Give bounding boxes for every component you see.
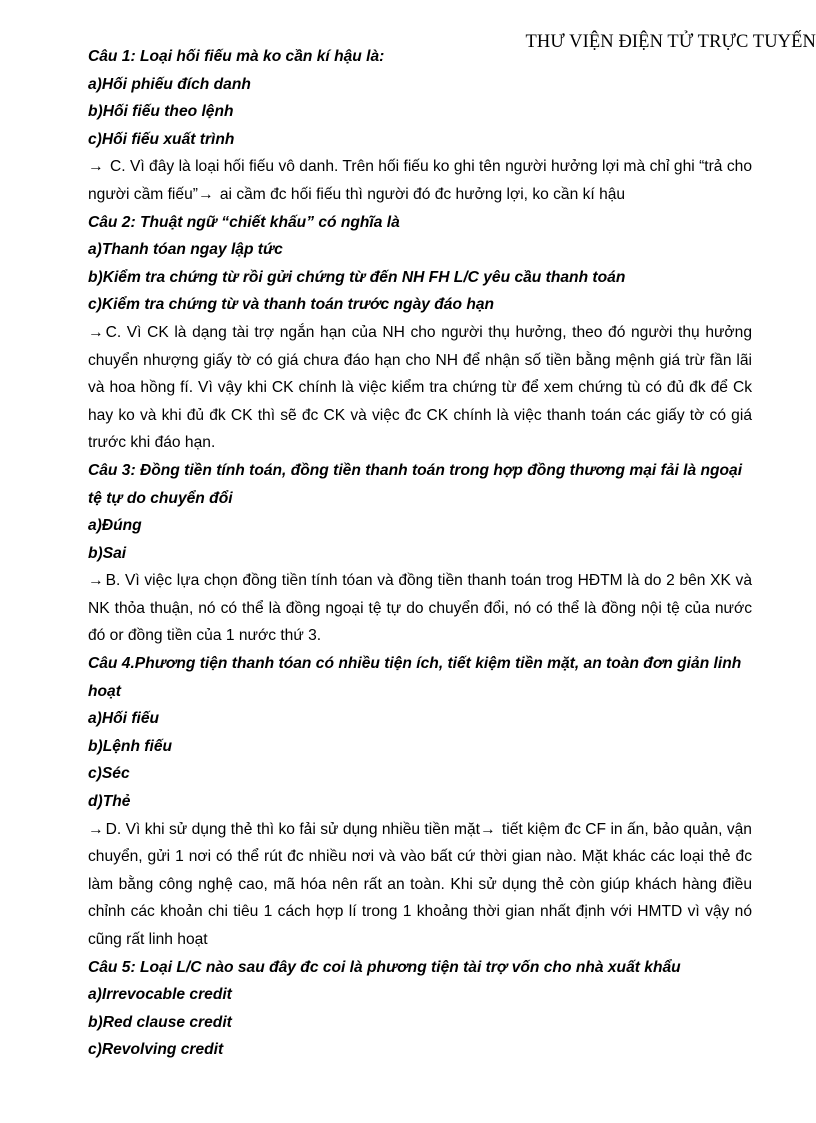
arrow-icon: →	[197, 185, 214, 203]
question-title: Câu 5: Loại L/C nào sau đây đc coi là phương tiện tài trợ vốn cho nhà xuất khẩu	[88, 958, 681, 976]
arrow-icon: →	[479, 820, 496, 838]
answer-option: a)Irrevocable credit	[88, 986, 232, 1004]
document-body	[88, 43, 752, 1064]
question-title: Câu 2: Thuật ngữ “chiết khấu” có nghĩa là	[88, 213, 400, 231]
answer-option: a)Đúng	[88, 517, 142, 535]
answer-option: b)Sai	[88, 544, 127, 562]
answer-option: c)Kiểm tra chứng từ và thanh toán trước ngày đáo hạn	[88, 296, 495, 314]
answer-text: ai cầm đc hối fiếu thì người đó đc hưởng lợi, ko cần kí hậu	[215, 185, 626, 203]
answer-option: a)Hối fiếu	[88, 710, 160, 728]
answer-explanation	[88, 816, 752, 954]
arrow-icon: →	[88, 323, 104, 341]
answer-option: b)Kiểm tra chứng từ rồi gửi chứng từ đến NH FH L/C yêu cầu thanh toán	[88, 268, 626, 286]
answer-explanation	[88, 319, 752, 457]
answer-option: d)Thẻ	[88, 793, 131, 811]
answer-text: B. Vì việc lựa chọn đồng tiền tính tóan và đồng tiền thanh toán trog HĐTM là do 2 bên XK và NK thỏa thuận, nó có thể là đồng ngoại tệ tự do chuyển đổi, nó có thể là đồng nội tệ của nước đó or đồng tiền của 1 nước thứ 3.	[88, 572, 752, 645]
answer-text: C. Vì CK là dạng tài trợ ngắn hạn của NH cho người thụ hưởng, theo đó người thụ hưởng chuyển nhượng giấy tờ có giá chưa đáo hạn cho NH để nhận số tiền bằng mệnh giá trừ fần lãi và hoa hồng fí. Vì vậy khi CK chính là việc kiểm tra chứng từ để xem chứng tù có đủ đk để Ck hay ko và khi đủ đk CK thì sẽ đc CK và việc đc CK chính là việc thanh toán các giấy tờ có giá trước khi đáo hạn.	[88, 323, 752, 452]
arrow-icon: →	[88, 158, 104, 176]
answer-option: a)Thanh tóan ngay lập tức	[88, 241, 283, 259]
question-title: Câu 1: Loại hối fiếu mà ko cần kí hậu là:	[88, 48, 385, 65]
answer-option: b)Lệnh fiếu	[88, 737, 173, 755]
arrow-icon: →	[88, 820, 104, 838]
answer-option: b)Hối fiếu theo lệnh	[88, 103, 234, 121]
arrow-icon: →	[88, 572, 104, 590]
answer-option: a)Hối phiếu đích danh	[88, 75, 251, 93]
answer-option: c)Hối fiếu xuất trình	[88, 130, 235, 148]
answer-explanation	[88, 153, 752, 208]
site-brand-header: THƯ VIỆN ĐIỆN TỬ TRỰC TUYẾN	[525, 32, 816, 52]
answer-option: b)Red clause credit	[88, 1013, 232, 1031]
answer-text: tiết kiệm đc CF in ấn, bảo quản, vận chuyển, gửi 1 nơi có thể rút đc nhiều nơi và vào bất cứ thời gian nào. Mặt khác các loại thẻ đc làm bằng công nghệ cao, mã hóa nên rất an toàn. Khi sử dụng thẻ còn giúp khách hàng điều chỉnh các khoản chi tiêu 1 cách hợp lí trong 1 khoảng thời gian nhất định với HMTD vì vậy nó cũng rất linh hoạt	[88, 820, 752, 948]
answer-option: c)Revolving credit	[88, 1041, 224, 1059]
answer-explanation	[88, 567, 752, 650]
answer-text: C. Vì đây là loại hối fiếu vô danh. Trên hối fiếu ko ghi tên người hưởng lợi mà chỉ ghi “trả cho người cầm fiếu”	[88, 158, 752, 203]
answer-option: c)Séc	[88, 765, 130, 783]
question-title: Câu 4.Phương tiện thanh tóan có nhiều tiện ích, tiết kiệm tiền mặt, an toàn đơn giản linh hoạt	[88, 655, 742, 700]
answer-text: D. Vì khi sử dụng thẻ thì ko fải sử dụng nhiều tiền mặt	[105, 820, 480, 838]
question-title: Câu 3: Đồng tiền tính toán, đồng tiền thanh toán trong hợp đồng thương mại fải là ngoại tệ tự do chuyển đổi	[88, 461, 743, 507]
